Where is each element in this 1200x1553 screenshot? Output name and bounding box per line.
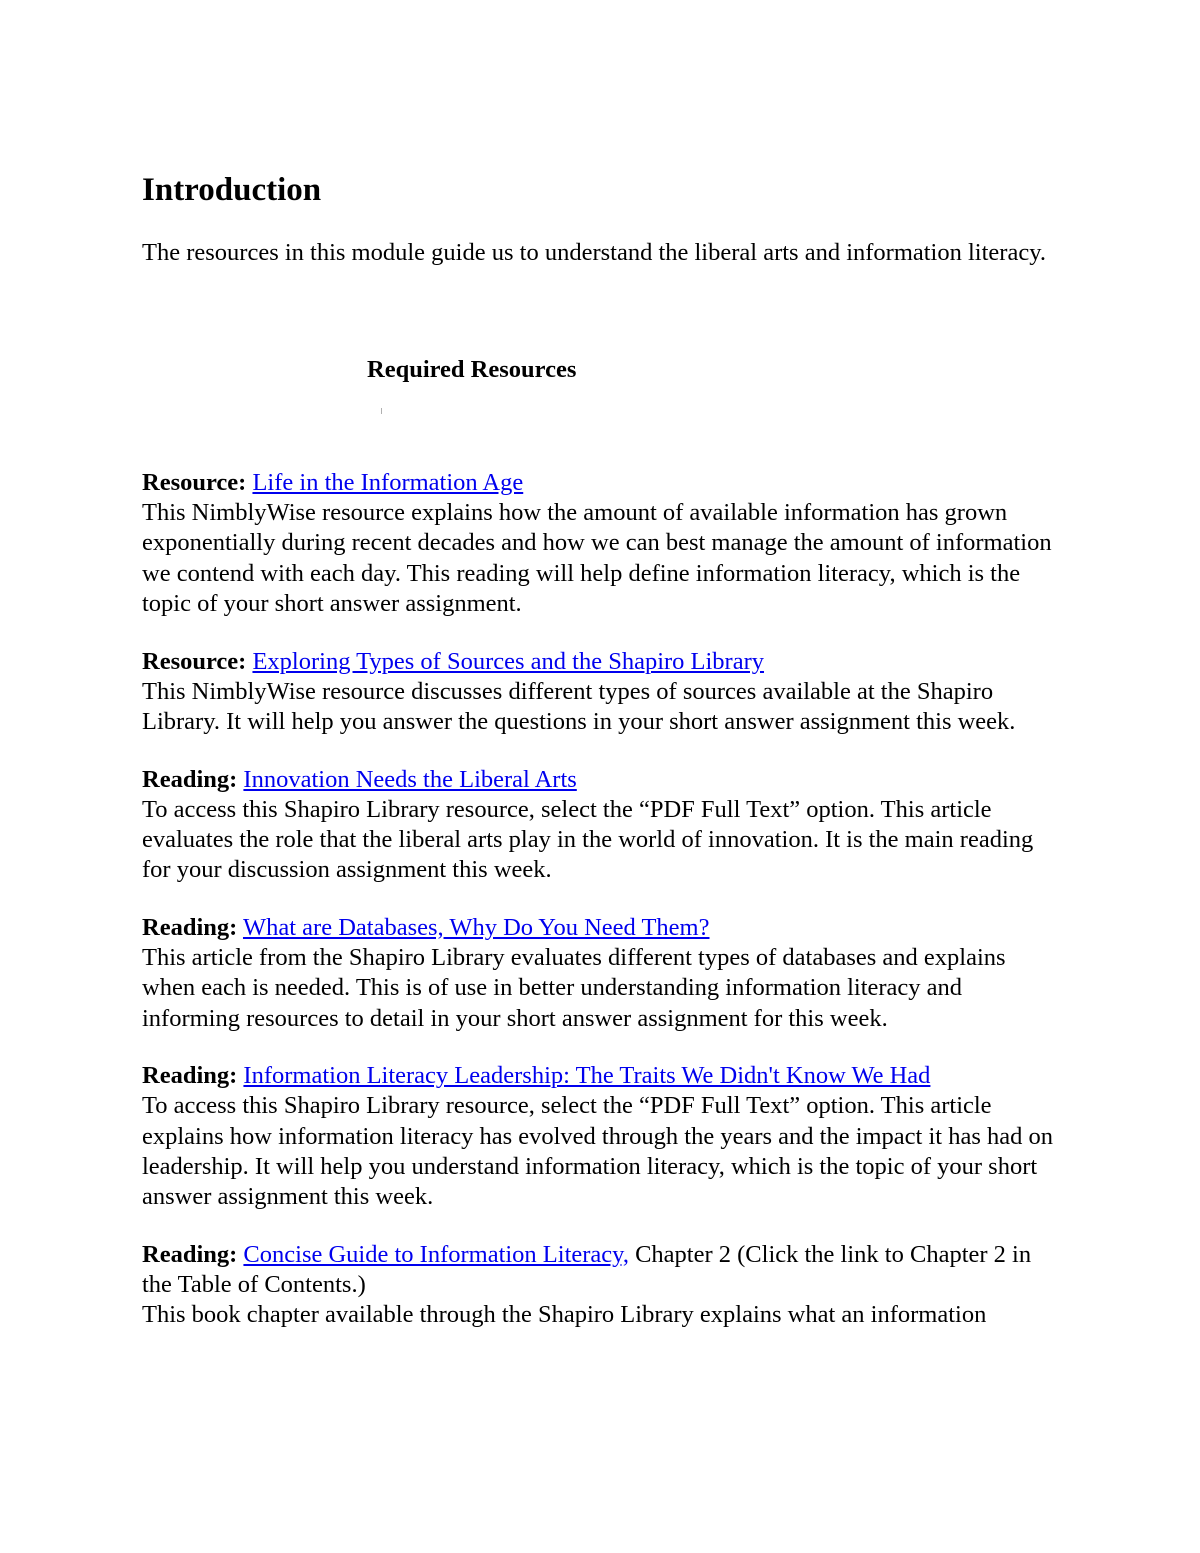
resource-entry <box>142 765 1062 886</box>
text-cursor-mark <box>381 408 382 414</box>
entry-description: To access this Shapiro Library resource, select the “PDF Full Text” option. This article evaluates the role that the liberal arts play in the world of innovation. It is the main reading for your discussion assignment this week. <box>142 795 1034 884</box>
resource-entry <box>142 913 1062 1034</box>
entry-kind-label: Resource: <box>142 469 247 496</box>
reading-link-innovation-liberal-arts[interactable]: Innovation Needs the Liberal Arts <box>243 765 577 793</box>
resource-entry <box>142 1240 1062 1331</box>
reading-link-what-are-databases[interactable]: What are Databases, Why Do You Need Them? <box>242 913 710 941</box>
entry-description: This book chapter available through the Shapiro Library explains what an information <box>142 1301 987 1329</box>
reading-link-concise-guide[interactable]: Concise Guide to Information Literacy, <box>243 1240 629 1268</box>
page-title: Introduction <box>142 172 322 208</box>
entry-kind-label: Resource: <box>142 647 247 675</box>
entry-description: This article from the Shapiro Library evaluates different types of databases and explains when each is needed. This is of use in better understanding information literacy and informing resources to detail in your short answer assignment for this week. <box>142 944 1006 1032</box>
entry-description: This NimblyWise resource discusses different types of sources available at the Shapiro Library. It will help you answer the questions in your short answer assignment this week. <box>142 677 1016 735</box>
resource-entry <box>142 468 1062 619</box>
entry-kind-label: Reading: <box>142 913 238 941</box>
intro-paragraph: The resources in this module guide us to understand the liberal arts and information literacy. <box>142 239 1046 266</box>
reading-link-information-literacy-leadership[interactable]: Information Literacy Leadership: The Traits We Didn't Know We Had <box>243 1062 931 1090</box>
resource-link-life-in-information-age[interactable]: Life in the Information Age <box>252 469 524 496</box>
resource-entry <box>142 1061 1062 1212</box>
entry-kind-label: Reading: <box>142 1062 238 1090</box>
resource-list <box>142 468 1062 1358</box>
resource-link-exploring-types-of-sources[interactable]: Exploring Types of Sources and the Shapiro Library <box>252 647 764 675</box>
entry-kind-label: Reading: <box>142 765 238 793</box>
resource-entry <box>142 647 1062 738</box>
entry-kind-label: Reading: <box>142 1240 238 1268</box>
entry-description: This NimblyWise resource explains how the amount of available information has grown exponentially during recent decades and how we can best manage the amount of information we contend with each day. This reading will help define information literacy, which is the topic of your short answer assignment. <box>142 499 1052 617</box>
entry-description: To access this Shapiro Library resource, select the “PDF Full Text” option. This article explains how information literacy has evolved through the years and the impact it has had on leadership. It will help you understand information literacy, which is the topic of your short answer assignment this week. <box>142 1092 1054 1211</box>
section-heading: Required Resources <box>367 356 577 383</box>
entry-after-link-text: Chapter 2 (Click the link to Chapter 2 in the Table of Contents.) <box>142 1240 1032 1298</box>
